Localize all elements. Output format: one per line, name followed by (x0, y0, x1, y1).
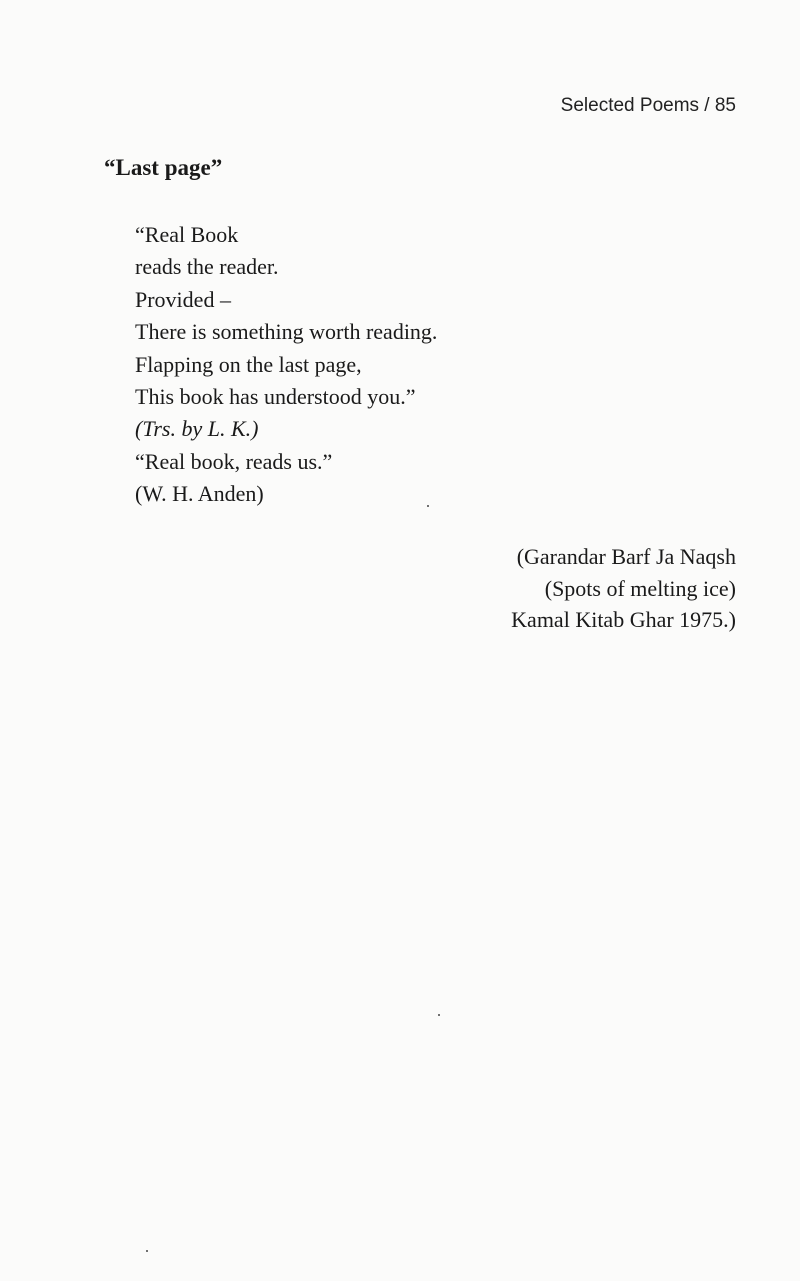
poem-line: reads the reader. (135, 254, 279, 280)
poem-line: “Real book, reads us.” (135, 448, 333, 474)
source-citation (511, 541, 736, 636)
source-line: (Garandar Barf Ja Naqsh (516, 544, 736, 569)
scan-speck (427, 505, 429, 507)
poem-line: Flapping on the last page, (135, 351, 362, 377)
poem-line: “Real Book (135, 222, 239, 247)
translator-credit: (Trs. by L. K.) (135, 416, 259, 442)
quote-attribution: (W. H. Anden) (135, 481, 264, 507)
poem-line: This book has understood you.” (135, 384, 416, 410)
source-line: (Spots of melting ice) (544, 575, 736, 601)
scan-speck (438, 1014, 440, 1016)
scan-speck (146, 1250, 148, 1252)
poem-title: “Last page” (104, 155, 223, 180)
running-header: Selected Poems / 85 (560, 95, 736, 116)
poem-line: There is something worth reading. (135, 319, 438, 345)
poem-body (135, 219, 437, 511)
poem-line: Provided – (135, 286, 231, 312)
source-line: Kamal Kitab Ghar 1975.) (511, 607, 736, 632)
